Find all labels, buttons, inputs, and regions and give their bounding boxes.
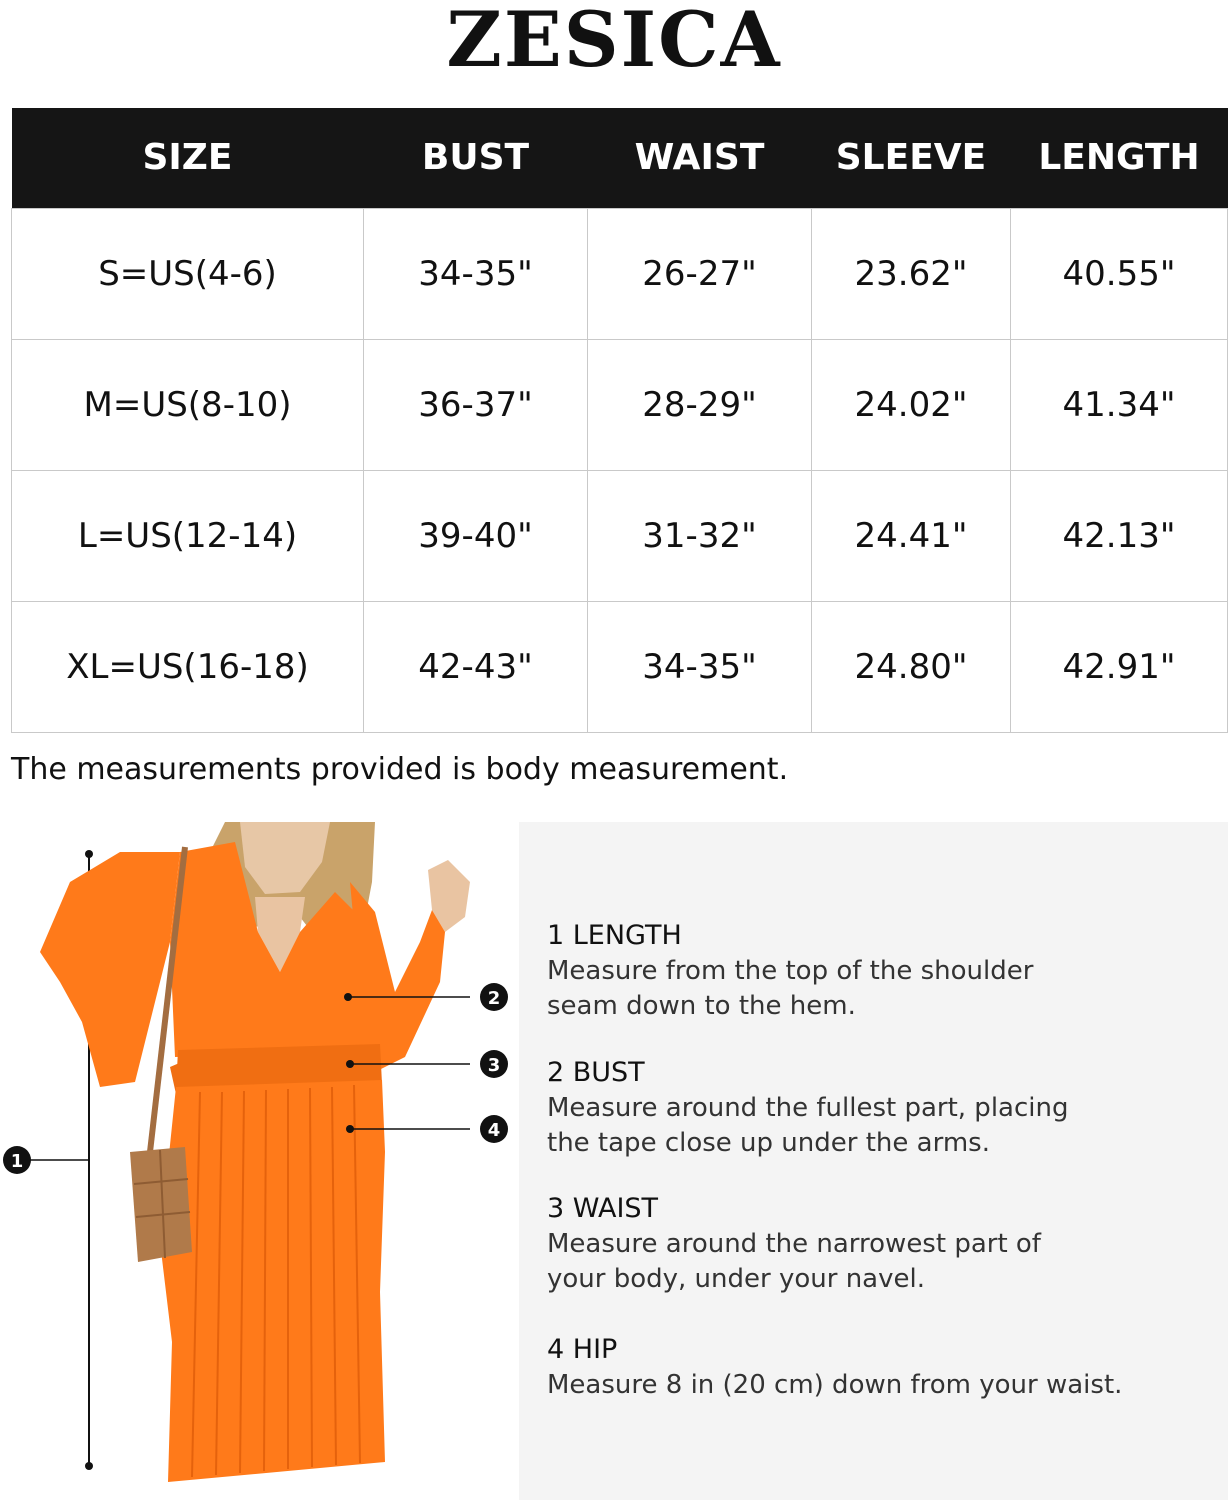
table-header-row	[12, 108, 1228, 208]
guide-description: Measure from the top of the shoulder seam down to the hem.	[547, 956, 1034, 1021]
cell-bust: 42-43"	[364, 601, 588, 732]
header-sleeve: SLEEVE	[812, 108, 1011, 208]
cell-size: XL=US(16-18)	[12, 601, 364, 732]
brand-logo: ZESICA	[446, 0, 782, 84]
guide-description: Measure around the fullest part, placing the tape close up under the arms.	[547, 1093, 1069, 1158]
marker-1-label: 1	[10, 1151, 24, 1172]
guide-description: Measure around the narrowest part of your body, under your navel.	[547, 1229, 1041, 1294]
table-row	[12, 208, 1228, 339]
length-top-dot	[85, 850, 93, 858]
marker-3-icon	[480, 1050, 508, 1078]
guide-hip	[547, 1332, 1187, 1403]
guide-title: 2 BUST	[547, 1057, 645, 1088]
marker-2-icon	[480, 983, 508, 1011]
size-chart-table	[11, 108, 1228, 733]
header-length: LENGTH	[1011, 108, 1228, 208]
cell-length: 42.91"	[1011, 601, 1228, 732]
measurement-diagram	[0, 822, 518, 1500]
guide-title: 4 HIP	[547, 1334, 618, 1365]
cell-size: L=US(12-14)	[12, 470, 364, 601]
table-row	[12, 470, 1228, 601]
table-row	[12, 339, 1228, 470]
header-bust: BUST	[364, 108, 588, 208]
cell-sleeve: 23.62"	[812, 208, 1011, 339]
marker-2-label: 2	[487, 988, 501, 1009]
cell-bust: 39-40"	[364, 470, 588, 601]
table-row	[12, 601, 1228, 732]
guide-length	[547, 918, 1187, 1024]
marker-3-label: 3	[487, 1055, 501, 1076]
model-illustration	[0, 822, 518, 1500]
measuring-guide-panel	[519, 822, 1228, 1500]
marker-1-icon	[3, 1146, 31, 1174]
length-bottom-dot	[85, 1462, 93, 1470]
measurement-note: The measurements provided is body measurement.	[11, 752, 789, 787]
cell-length: 40.55"	[1011, 208, 1228, 339]
cell-waist: 34-35"	[588, 601, 812, 732]
guide-waist	[547, 1191, 1187, 1297]
cell-bust: 36-37"	[364, 339, 588, 470]
header-waist: WAIST	[588, 108, 812, 208]
guide-description: Measure 8 in (20 cm) down from your waist.	[547, 1370, 1123, 1400]
cell-bust: 34-35"	[364, 208, 588, 339]
cell-waist: 26-27"	[588, 208, 812, 339]
cell-waist: 31-32"	[588, 470, 812, 601]
cell-sleeve: 24.80"	[812, 601, 1011, 732]
cell-length: 42.13"	[1011, 470, 1228, 601]
marker-4-icon	[480, 1115, 508, 1143]
cell-sleeve: 24.02"	[812, 339, 1011, 470]
cell-length: 41.34"	[1011, 339, 1228, 470]
header-size: SIZE	[12, 108, 364, 208]
cell-size: M=US(8-10)	[12, 339, 364, 470]
guide-bust	[547, 1055, 1187, 1161]
marker-4-label: 4	[487, 1120, 501, 1141]
cell-sleeve: 24.41"	[812, 470, 1011, 601]
cell-waist: 28-29"	[588, 339, 812, 470]
cell-size: S=US(4-6)	[12, 208, 364, 339]
guide-title: 3 WAIST	[547, 1193, 659, 1224]
guide-title: 1 LENGTH	[547, 920, 682, 951]
